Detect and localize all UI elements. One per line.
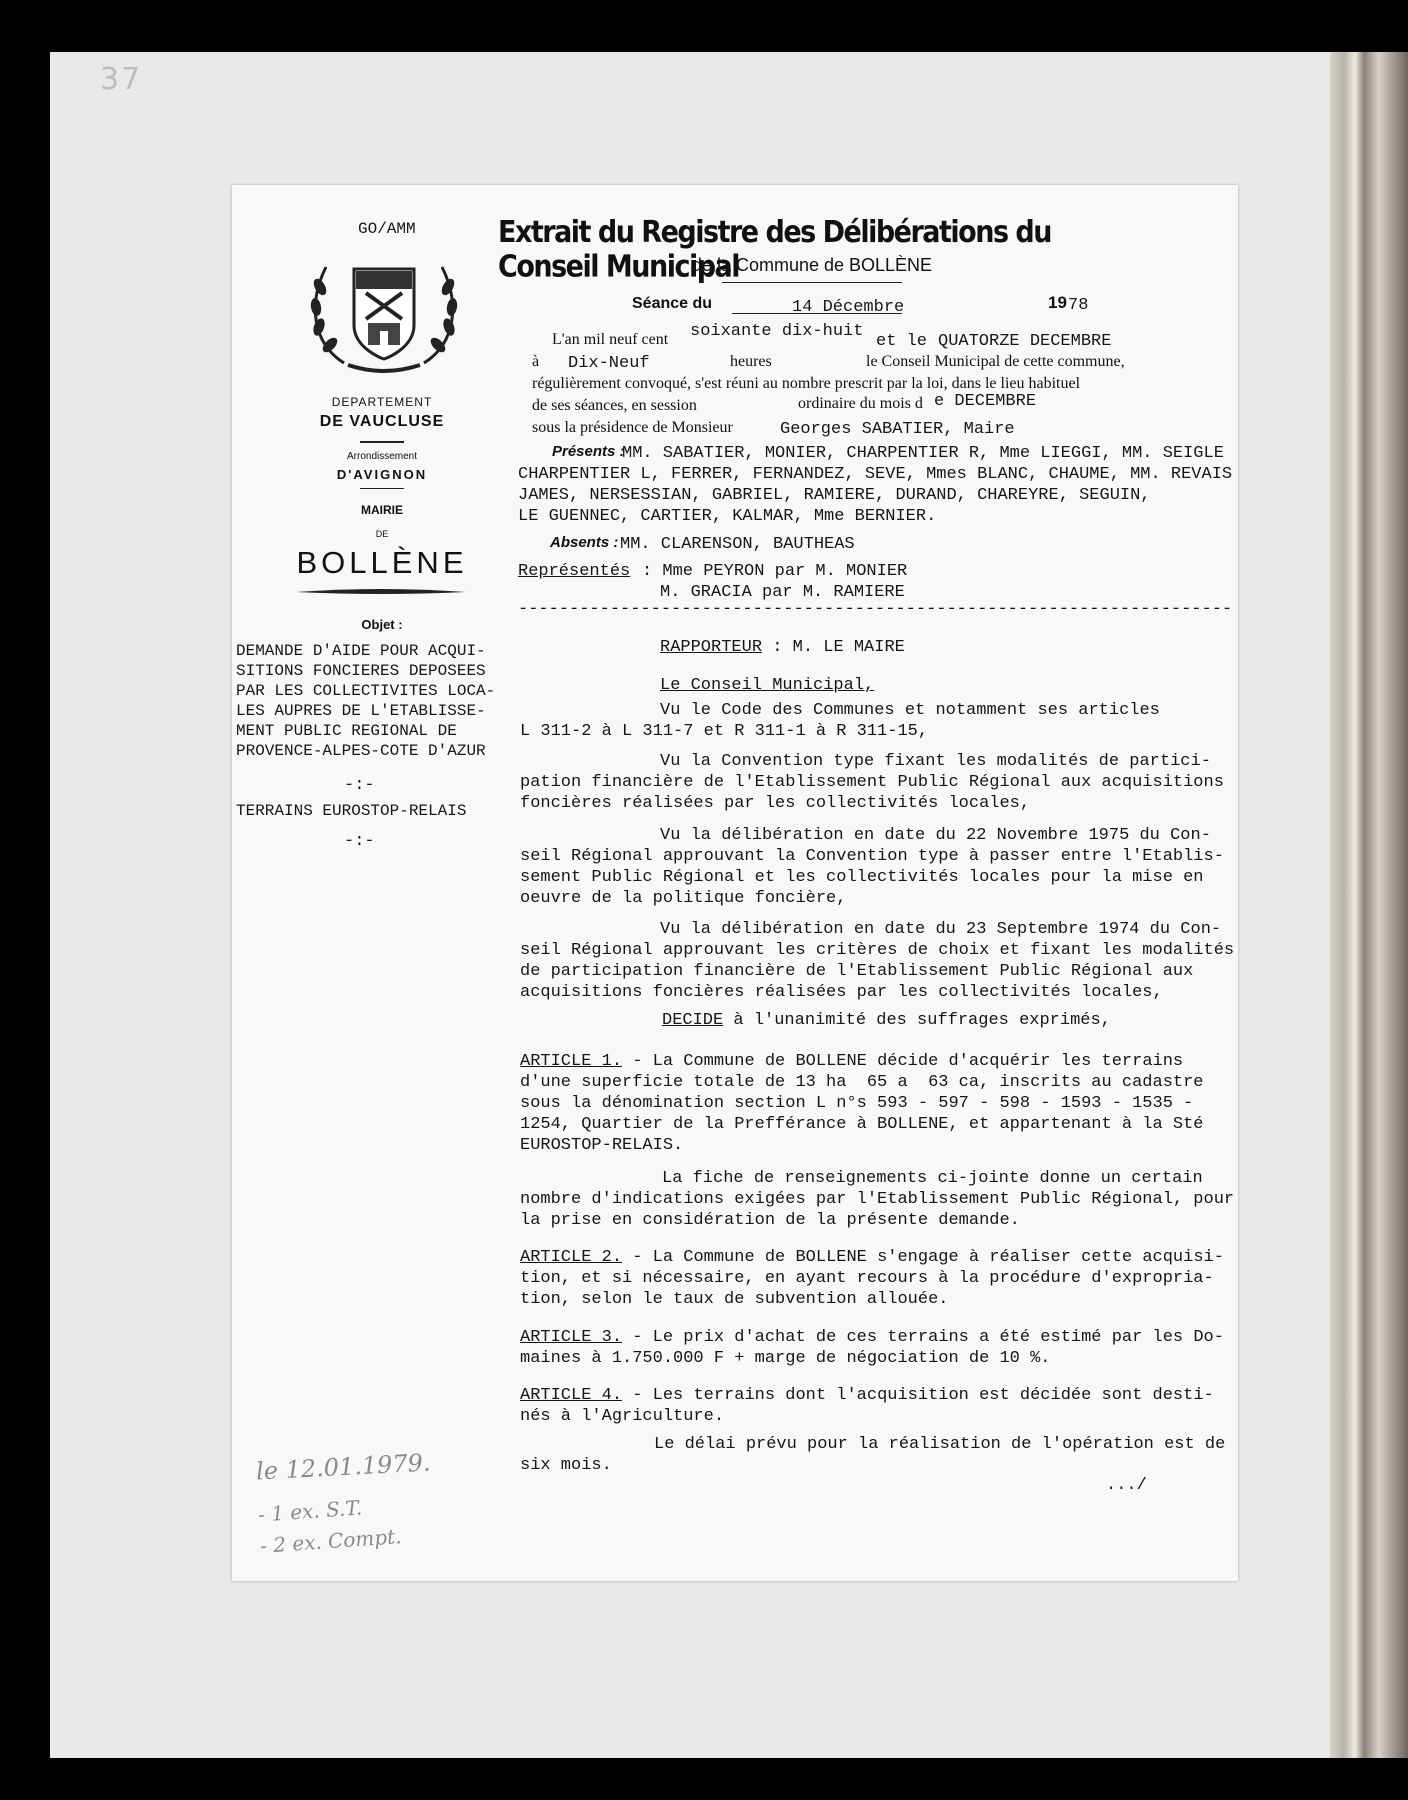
preamble-text: le Conseil Municipal de cette commune, bbox=[866, 353, 1125, 370]
rapporteur-line bbox=[660, 637, 905, 658]
preamble-typed: e DECEMBRE bbox=[934, 392, 1037, 411]
article-2-label: ARTICLE 2. bbox=[520, 1248, 623, 1267]
arrondissement-name: D'AVIGNON bbox=[336, 467, 428, 482]
delai-line: Le délai prévu pour la réalisation de l'opération est de bbox=[654, 1435, 1226, 1454]
year-printed: 19 bbox=[1048, 293, 1067, 312]
handwritten-note: - 1 ex. S.T. bbox=[257, 1495, 363, 1527]
article-1-text: - La Commune de BOLLENE décide d'acquérir les terrains bbox=[622, 1052, 1184, 1071]
preamble-typed: soixante dix-huit bbox=[690, 322, 864, 341]
presents-line: MM. SABATIER, MONIER, CHARPENTIER R, Mme LIEGGI, MM. SEIGLE bbox=[622, 444, 1224, 463]
separator: -:- bbox=[344, 832, 375, 851]
article-2-line bbox=[520, 1247, 1224, 1268]
terrains-label: TERRAINS EUROSTOP-RELAIS bbox=[236, 802, 467, 820]
article-line: nés à l'Agriculture. bbox=[520, 1407, 725, 1426]
divider bbox=[732, 313, 902, 314]
decide-text: à l'unanimité des suffrages exprimés, bbox=[723, 1011, 1111, 1030]
absents-label: Absents : bbox=[550, 534, 619, 551]
coat-of-arms-emblem bbox=[304, 253, 464, 375]
decide-line bbox=[662, 1010, 1111, 1031]
document-subtitle: de la Commune de BOLLÈNE bbox=[691, 255, 933, 275]
preamble-text: L'an mil neuf cent bbox=[552, 331, 669, 348]
continued-marker: .../ bbox=[1106, 1476, 1147, 1495]
rapporteur-label: RAPPORTEUR bbox=[660, 638, 763, 657]
preamble-typed: Georges SABATIER, Maire bbox=[780, 420, 1015, 439]
page-number: 37 bbox=[100, 62, 143, 97]
vu-line: oeuvre de la politique foncière, bbox=[520, 889, 847, 908]
document-title: Extrait du Registre des Délibérations du Conseil Municipal bbox=[498, 215, 1051, 285]
article-4-text: - Les terrains dont l'acquisition est décidée sont desti- bbox=[622, 1386, 1214, 1405]
objet-text bbox=[236, 641, 495, 761]
article-line: sous la dénomination section L n°s 593 - 597 - 598 - 1593 - 1535 - bbox=[520, 1094, 1194, 1113]
de-label: DE bbox=[375, 529, 389, 539]
article-line: EUROSTOP-RELAIS. bbox=[520, 1136, 684, 1155]
article-3-line bbox=[520, 1327, 1224, 1348]
preamble-text: sous la présidence de Monsieur bbox=[532, 419, 733, 436]
vu-line: Vu la délibération en date du 23 Septembre 1974 du Con- bbox=[660, 920, 1222, 939]
objet-line: DEMANDE D'AIDE POUR ACQUI- bbox=[236, 642, 486, 660]
document-sheet bbox=[232, 185, 1238, 1581]
objet-label: Objet : bbox=[361, 617, 403, 632]
preamble-text: heures bbox=[730, 353, 772, 370]
handwritten-date: le 12.01.1979. bbox=[255, 1448, 432, 1486]
preamble-typed: et le bbox=[876, 332, 928, 351]
separator: -:- bbox=[344, 776, 375, 795]
article-4-line bbox=[520, 1385, 1214, 1406]
representes-line: M. GRACIA par M. RAMIERE bbox=[660, 583, 905, 602]
vu-line: foncières réalisées par les collectivités locales, bbox=[520, 794, 1031, 813]
presents-line: LE GUENNEC, CARTIER, KALMAR, Mme BERNIER. bbox=[518, 507, 937, 526]
representes-label: Représentés bbox=[518, 562, 631, 581]
vu-line: acquisitions foncières réalisées par les collectivités locales, bbox=[520, 983, 1163, 1002]
article-line: maines à 1.750.000 F + marge de négociation de 10 %. bbox=[520, 1349, 1051, 1368]
divider bbox=[360, 488, 404, 489]
objet-line: LES AUPRES DE L'ETABLISSE- bbox=[236, 702, 486, 720]
article-1-line bbox=[520, 1051, 1183, 1072]
absents-text: MM. CLARENSON, BAUTHEAS bbox=[620, 535, 855, 554]
objet-line: SITIONS FONCIERES DEPOSEES bbox=[236, 662, 486, 680]
seance-label: Séance du bbox=[632, 295, 713, 312]
dashed-separator: ---------------------------------------------------------------------- bbox=[518, 601, 1232, 619]
departement-label: DEPARTEMENT bbox=[331, 395, 433, 409]
presents-line: CHARPENTIER L, FERRER, FERNANDEZ, SEVE, Mmes BLANC, CHAUME, MM. REVAIS bbox=[518, 465, 1233, 484]
preamble-text: régulièrement convoqué, s'est réuni au nombre prescrit par la loi, dans le lieu habituel bbox=[532, 375, 1081, 392]
vu-line: seil Régional approuvant les critères de choix et fixant les modalités bbox=[520, 941, 1235, 960]
divider bbox=[722, 282, 902, 283]
vu-line: Vu la Convention type fixant les modalités de partici- bbox=[660, 752, 1211, 771]
article-2-text: - La Commune de BOLLENE s'engage à réaliser cette acquisi- bbox=[622, 1248, 1224, 1267]
objet-line: MENT PUBLIC REGIONAL DE bbox=[236, 722, 457, 740]
departement-name: DE VAUCLUSE bbox=[319, 413, 445, 430]
vu-line: pation financière de l'Etablissement Public Régional aux acquisitions bbox=[520, 773, 1224, 792]
article-3-label: ARTICLE 3. bbox=[520, 1328, 623, 1347]
article-line: tion, selon le taux de subvention allouée. bbox=[520, 1290, 949, 1309]
preamble-text: à bbox=[532, 353, 540, 370]
article-4-label: ARTICLE 4. bbox=[520, 1386, 623, 1405]
decide-label: DECIDE bbox=[662, 1011, 724, 1030]
vu-line: Vu le Code des Communes et notamment ses articles bbox=[660, 701, 1160, 720]
arrondissement-label: Arrondissement bbox=[346, 451, 418, 462]
binder-spine bbox=[1330, 52, 1408, 1758]
rapporteur-name: : M. LE MAIRE bbox=[762, 638, 905, 657]
article-line: 1254, Quartier de la Prefférance à BOLLENE, et appartenant à la Sté bbox=[520, 1115, 1204, 1134]
seance-date: 14 Décembre bbox=[792, 298, 905, 317]
preamble-typed: QUATORZE DECEMBRE bbox=[938, 332, 1112, 351]
article-line: d'une superficie totale de 13 ha 65 a 63 ca, inscrits au cadastre bbox=[520, 1073, 1204, 1092]
objet-line: PAR LES COLLECTIVITES LOCA- bbox=[236, 682, 496, 700]
fiche-line: La fiche de renseignements ci-jointe donne un certain bbox=[662, 1169, 1203, 1188]
preamble-typed: Dix-Neuf bbox=[568, 354, 650, 373]
handwritten-note: - 2 ex. Compt. bbox=[259, 1524, 403, 1558]
presents-line: JAMES, NERSESSIAN, GABRIEL, RAMIERE, DURAND, CHAREYRE, SEGUIN, bbox=[518, 486, 1151, 505]
presents-label: Présents : bbox=[552, 443, 625, 460]
vu-line: sement Public Régional et les collectivités locales pour la mise en bbox=[520, 868, 1204, 887]
objet-line: PROVENCE-ALPES-COTE D'AZUR bbox=[236, 742, 486, 760]
year-typed: 78 bbox=[1068, 296, 1089, 315]
divider bbox=[360, 441, 404, 443]
fiche-line: la prise en considération de la présente demande. bbox=[520, 1211, 1020, 1230]
article-1-label: ARTICLE 1. bbox=[520, 1052, 623, 1071]
article-3-text: - Le prix d'achat de ces terrains a été estimé par les Do- bbox=[622, 1328, 1224, 1347]
fiche-line: nombre d'indications exigées par l'Etablissement Public Régional, pour bbox=[520, 1190, 1235, 1209]
preamble-text: de ses séances, en session bbox=[532, 397, 697, 414]
mairie-label: MAIRIE bbox=[361, 503, 403, 517]
conseil-heading: Le Conseil Municipal, bbox=[660, 676, 875, 695]
reference-code: GO/AMM bbox=[358, 220, 416, 238]
article-line: tion, et si nécessaire, en ayant recours à la procédure d'expropria- bbox=[520, 1269, 1214, 1288]
vu-line: Vu la délibération en date du 22 Novembre 1975 du Con- bbox=[660, 826, 1211, 845]
ornament-divider bbox=[296, 587, 466, 597]
commune-name: BOLLÈNE bbox=[296, 545, 468, 580]
vu-line: L 311-2 à L 311-7 et R 311-1 à R 311-15, bbox=[520, 722, 929, 741]
vu-line: de participation financière de l'Etablissement Public Régional aux bbox=[520, 962, 1194, 981]
representes-line: : Mme PEYRON par M. MONIER bbox=[642, 562, 908, 581]
vu-line: seil Régional approuvant la Convention type à passer entre l'Etablis- bbox=[520, 847, 1224, 866]
delai-line: six mois. bbox=[520, 1456, 612, 1475]
preamble-text: ordinaire du mois d bbox=[798, 395, 923, 412]
